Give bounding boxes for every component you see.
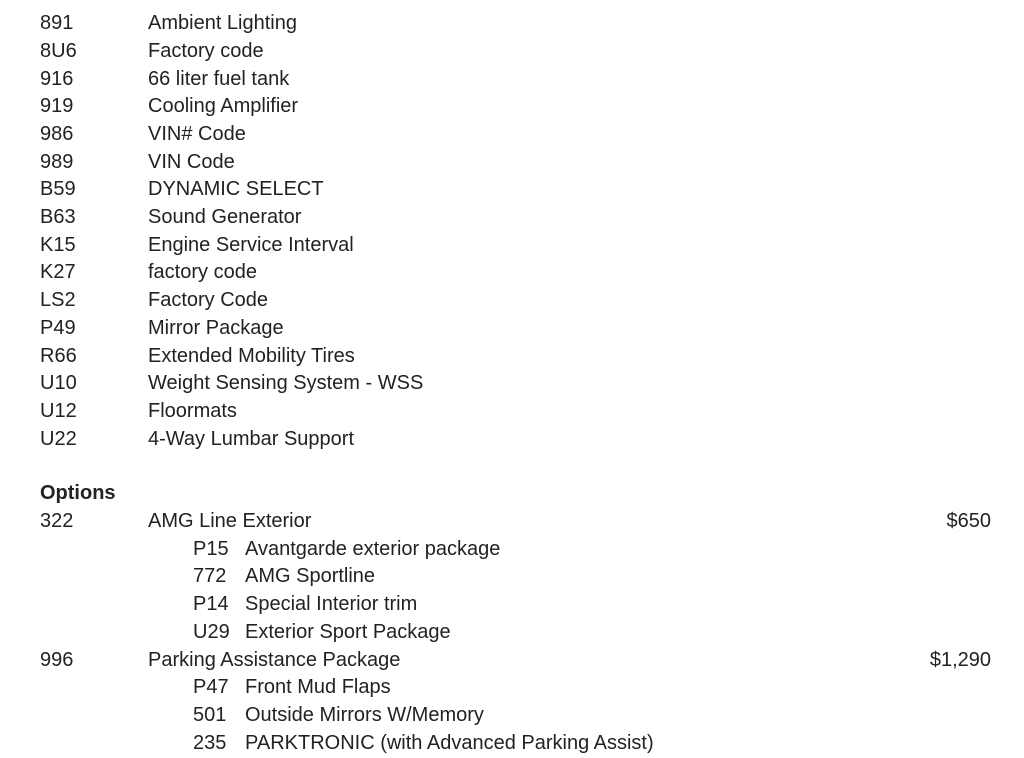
option-price: $650 [946,510,991,532]
sub-item-description: Outside Mirrors W/Memory [245,704,484,726]
sub-item-description: Exterior Sport Package [245,621,451,643]
item-code: K15 [40,234,76,256]
item-code: P49 [40,317,76,339]
item-code: LS2 [40,289,76,311]
option-code: 322 [40,510,74,532]
option-description: AMG Line Exterior [148,510,312,532]
list-item [0,426,1024,453]
item-description: DYNAMIC SELECT [148,178,324,200]
option-row [0,647,1024,674]
sub-item-code: 501 [193,704,227,726]
item-description: Sound Generator [148,206,302,228]
item-description: Engine Service Interval [148,234,354,256]
list-item [0,343,1024,370]
sub-item-code: P47 [193,676,229,698]
list-item [0,10,1024,37]
options-heading: Options [40,482,116,504]
list-item [0,176,1024,203]
sub-item-description: PARKTRONIC (with Advanced Parking Assist) [245,732,654,754]
option-sub-item [0,563,1024,590]
item-code: R66 [40,345,77,367]
option-price: $1,290 [929,649,991,671]
option-sub-item [0,702,1024,729]
item-code: 989 [40,151,74,173]
item-description: 4-Way Lumbar Support [148,428,355,450]
option-sub-item [0,619,1024,646]
option-description: Parking Assistance Package [148,649,401,671]
sub-item-description: AMG Sportline [245,565,376,587]
option-row [0,508,1024,535]
item-description: Ambient Lighting [148,12,297,34]
item-description: Factory Code [148,289,269,311]
list-item [0,315,1024,342]
item-code: B63 [40,206,76,228]
list-item [0,149,1024,176]
list-item [0,370,1024,397]
sub-item-description: Avantgarde exterior package [245,538,501,560]
sub-item-code: P14 [193,593,229,615]
item-description: Factory code [148,40,264,62]
list-item [0,232,1024,259]
option-sub-item [0,591,1024,618]
item-code: U22 [40,428,77,450]
item-description: Cooling Amplifier [148,95,299,117]
item-description: Extended Mobility Tires [148,345,355,367]
item-code: U10 [40,372,77,394]
option-sub-item [0,730,1024,757]
sub-item-description: Front Mud Flaps [245,676,391,698]
list-item [0,93,1024,120]
list-item [0,38,1024,65]
item-code: B59 [40,178,76,200]
option-sub-item [0,536,1024,563]
list-item [0,204,1024,231]
item-code: 986 [40,123,74,145]
item-code: 891 [40,12,74,34]
item-code: U12 [40,400,77,422]
item-code: 8U6 [40,40,77,62]
list-item [0,121,1024,148]
item-code: 916 [40,68,74,90]
item-description: VIN# Code [148,123,246,145]
sub-item-code: P15 [193,538,229,560]
item-description: Floormats [148,400,237,422]
option-code: 996 [40,649,74,671]
item-description: VIN Code [148,151,235,173]
list-item [0,398,1024,425]
sub-item-code: 235 [193,732,227,754]
item-description: 66 liter fuel tank [148,68,290,90]
sub-item-code: U29 [193,621,230,643]
list-item [0,287,1024,314]
sub-item-description: Special Interior trim [245,593,418,615]
item-code: K27 [40,261,76,283]
option-sub-item [0,674,1024,701]
item-description: Weight Sensing System - WSS [148,372,424,394]
list-item [0,259,1024,286]
list-item [0,66,1024,93]
item-description: Mirror Package [148,317,284,339]
sub-item-code: 772 [193,565,227,587]
item-description: factory code [148,261,257,283]
item-code: 919 [40,95,74,117]
